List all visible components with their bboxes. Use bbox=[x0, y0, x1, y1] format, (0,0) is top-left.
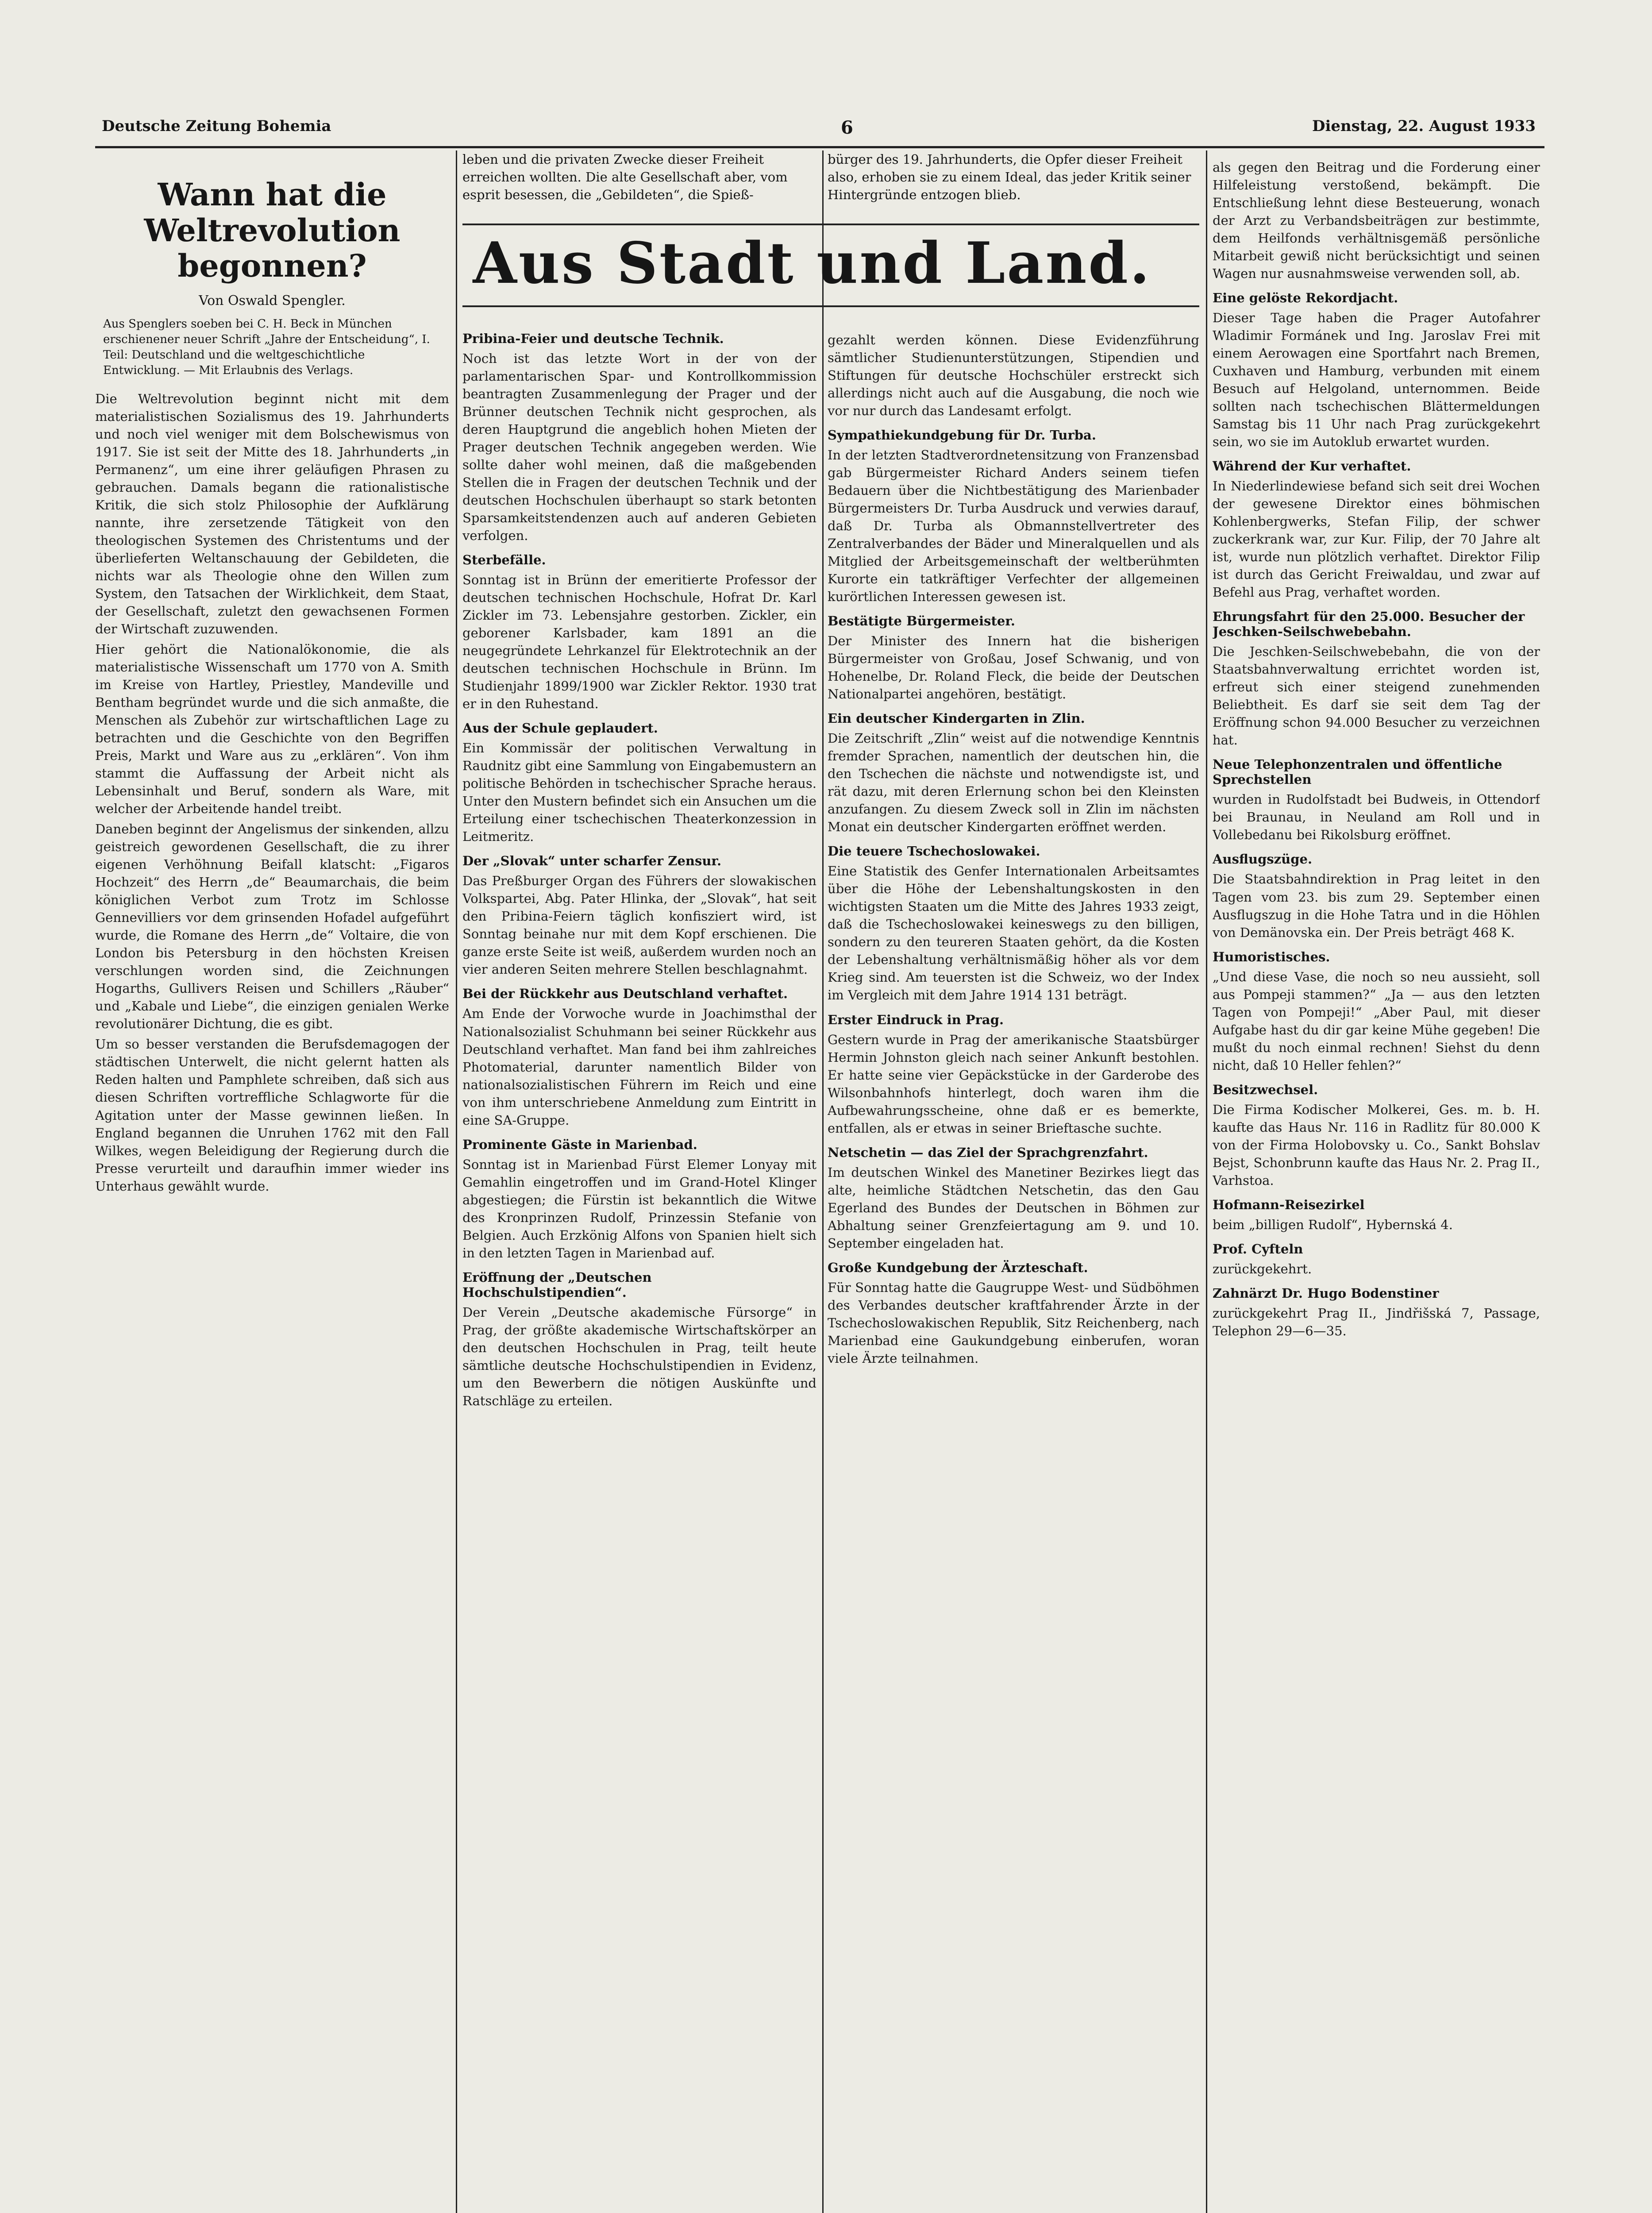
news-item bbox=[462, 1137, 816, 1262]
news-item bbox=[828, 428, 1199, 605]
section-rule bbox=[462, 305, 1199, 307]
news-item bbox=[462, 853, 816, 978]
column-divider bbox=[456, 150, 457, 2213]
news-item bbox=[1213, 290, 1540, 451]
news-text: zurückgekehrt. bbox=[1213, 1261, 1312, 1276]
news-text: Gestern wurde in Prag der amerikanische Staatsbürger Hermin Johnston gleich nach seiner Ankunft bestohlen. Er hatte seine vier Gepäckstücke in der Garderobe des Wilsonbahnhofs hinterlegt, doch waren ihm die Aufbewahrungsscheine, ohne daß er es bemerkte, entfallen, als er etwas in seiner Brieftasche suchte. bbox=[828, 1032, 1199, 1136]
news-text: als gegen den Beitrag und die Forderung einer Hilfeleistung verstoßend, bekämpft. Die Entschließung lehnt diese Besteuerung, wonach der Arzt zu Verbandsbeiträgen zur bestimmte, dem Heilfonds verhältnisgemäß persönliche Mitarbeit gewiß nicht berücksichtigt und seinen Wagen nur ausnahmsweise verwenden soll, ab. bbox=[1213, 160, 1540, 281]
news-text: Eine Statistik des Genfer Internationalen Arbeitsamtes über die Höhe der Lebenshaltungskosten in den wichtigsten Staaten um die Mitte des Jahres 1933 zeigt, daß die Tschechoslowakei keineswegs zu den billigen, sondern zu den teureren Staaten gehört, da die Kosten der Lebenshaltung verhältnismäßig höher als vor dem Krieg sind. Am teuersten ist die Schweiz, wo der Index im Vergleich mit dem Jahre 1914 131 beträgt. bbox=[828, 864, 1199, 1003]
news-text: Sonntag ist in Brünn der emeritierte Professor der deutschen technischen Hochschule, Hofrat Dr. Karl Zickler im 73. Lebensjahre gestorben. Zickler, ein geborener Karlsbader, kam 1891 an die neugegründete Lehrkanzel für Elektrotechnik an der deutschen technischen Hochschule in Brünn. Im Studienjahr 1899/1900 war Zickler Rektor. 1930 trat er in den Ruhestand. bbox=[462, 572, 816, 712]
news-text: Für Sonntag hatte die Gaugruppe West- und Südböhmen des Verbandes deutscher kraftfahrender Ärzte in der Tschechoslowakischen Republik, Sitz Reichenberg, nach Marienbad eine Gaukundgebung einberufen, woran viele Ärzte teilnahmen. bbox=[828, 1280, 1199, 1366]
news-heading: Der „Slovak“ unter scharfer Zensur. bbox=[462, 853, 722, 869]
news-item bbox=[462, 1270, 816, 1410]
news-heading: Sympathiekundgebung für Dr. Turba. bbox=[828, 428, 1096, 443]
continuation-text: leben und die privaten Zwecke dieser Freiheit erreichen wollten. Die alte Gesellschaft aber, vom esprit besessen, die „Gebildeten“, die Spieß- bbox=[462, 152, 788, 203]
news-heading: Erster Eindruck in Prag. bbox=[828, 1012, 1004, 1027]
news-item bbox=[1213, 1286, 1540, 1340]
news-item bbox=[1213, 757, 1540, 844]
news-text: Die Firma Kodischer Molkerei, Ges. m. b. H. kaufte das Haus Nr. 116 in Radlitz für 80.000 K von der Firma Holobovsky u. Co., Sankt Bohslav Bejst, Schonbrunn kaufte das Haus Nr. 2. Prag II., Varhstoa. bbox=[1213, 1102, 1540, 1188]
news-heading: Prof. Cyfteln bbox=[1213, 1241, 1303, 1257]
news-heading: Bei der Rückkehr aus Deutschland verhaftet. bbox=[462, 986, 788, 1002]
news-text: Am Ende der Vorwoche wurde in Joachimsthal der Nationalsozialist Schuhmann bei seiner Rückkehr aus Deutschland verhaftet. Man fand bei ihm zahlreiches Photomaterial, darunter namentlich Bilder von nationalsozialistischen Führern im Reich und eine von ihm unterschriebene Anmeldung zum Eintritt in eine SA-Gruppe. bbox=[462, 1006, 816, 1128]
news-heading: Hofmann-Reisezirkel bbox=[1213, 1197, 1365, 1212]
news-heading: Pribina-Feier und deutsche Technik. bbox=[462, 331, 724, 346]
news-text: Die Jeschken-Seilschwebebahn, die von der Staatsbahnverwaltung errichtet worden ist, erfreut sich einer steigend zunehmenden Beliebtheit. Es darf sie seit dem Tag der Eröffnung schon 94.000 Besucher zu verzeichnen hat. bbox=[1213, 644, 1540, 748]
section-rule bbox=[462, 224, 1199, 225]
news-heading: Netschetin — das Ziel der Sprachgrenzfahrt. bbox=[828, 1145, 1148, 1160]
feature-article bbox=[95, 150, 449, 2213]
news-item bbox=[828, 331, 1199, 420]
news-item bbox=[828, 1260, 1199, 1367]
news-text: wurden in Rudolfstadt bei Budweis, in Ottendorf bei Braunau, in Neuland am Roll und in Vollebedanu bei Rikolsburg eröffnet. bbox=[1213, 792, 1540, 843]
news-heading: Zahnärzt Dr. Hugo Bodenstiner bbox=[1213, 1285, 1439, 1301]
article-note: Aus Spenglers soeben bei C. H. Beck in München erschienener neuer Schrift „Jahre der Entscheidung“, I. Teil: Deutschland und die weltgeschichtliche Entwicklung. — Mit Erlaubnis des Verlags. bbox=[103, 317, 430, 377]
news-text: Sonntag ist in Marienbad Fürst Elemer Lonyay mit Gemahlin eingetroffen und im Grand-Hotel Klinger abgestiegen; die Fürstin ist bekanntlich die Witwe des Kronprinzen Rudolf, Prinzessin Stefanie von Belgien. Auch Erzkönig Alfons von Spanien hielt sich in den letzten Tagen in Marienbad auf. bbox=[462, 1157, 816, 1261]
news-column bbox=[462, 323, 816, 2213]
paper-name: Deutsche Zeitung Bohemia bbox=[102, 117, 331, 135]
news-text: In der letzten Stadtverordnetensitzung von Franzensbad gab Bürgermeister Richard Anders seinem tiefen Bedauern über die Nichtbestätigung des Marienbader Bürgermeisters Dr. Turba Ausdruck und verwies darauf, daß Dr. Turba als Obmannstellvertreter des Zentralverbandes der Bäder und Mineralquellen und als Mitglied der Arbeitsgemeinschaft der weltberühmten Kurorte ein tatkräftiger Verfechter der allgemeinen kurörtlichen Interessen gewesen ist. bbox=[828, 447, 1199, 605]
news-item bbox=[828, 613, 1199, 703]
news-text: beim „billigen Rudolf“, Hybernská 4. bbox=[1213, 1217, 1453, 1232]
article-paragraph: Daneben beginnt der Angelismus der sinkenden, allzu geistreich gewordenen Gesellschaft, die zu ihrer eigenen Verhöhnung Beifall klatscht: „Figaros Hochzeit“ des Herrn „de“ Beaumarchais, die beim königlichen Verbot zum Trotz im Schlosse Gennevilliers vor dem grinsenden Hofadel aufgeführt wurde, die Romane des Herrn „de“ Voltaire, die von London bis Petersburg in den höchsten Kreisen verschlungen worden sind, die Zeichnungen Hogarths, Gullivers Reisen und Schillers „Räuber“ und „Kabale und Liebe“, die einzigen genialen Werke revolutionärer Dichtung, die es gibt. bbox=[95, 821, 449, 1032]
news-heading: Eine gelöste Rekordjacht. bbox=[1213, 290, 1398, 306]
article-title: Wann hat die Weltrevolution begonnen? bbox=[144, 176, 400, 284]
article-paragraph: Die Weltrevolution beginnt nicht mit dem materialistischen Sozialismus des 19. Jahrhunderts und noch viel weniger mit dem Bolschewismus von 1917. Sie ist seit der Mitte des 18. Jahrhunderts „in Permanenz“, um eine ihrer geläufigen Phrasen zu gebrauchen. Damals begann die rationalistische Kritik, die sich stolz Philosophie der Aufklärung nannte, ihre zersetzende Tätigkeit von den theologischen Systemen des Christentums und der überlieferten Weltanschauung der Gebildeten, die nichts war als Theologie ohne den Willen zum System, den Tatsachen der Wirklichkeit, dem Staat, der Gesellschaft, zuletzt den gewachsenen Formen der Wirtschaft zuzuwenden. bbox=[95, 391, 449, 637]
news-heading: Aus der Schule geplaudert. bbox=[462, 721, 658, 736]
news-heading: Humoristisches. bbox=[1213, 949, 1330, 964]
news-item bbox=[828, 1012, 1199, 1137]
news-heading: Ein deutscher Kindergarten in Zlin. bbox=[828, 711, 1085, 726]
column-divider bbox=[1206, 150, 1207, 2213]
news-item bbox=[828, 1145, 1199, 1252]
news-heading: Ehrungsfahrt für den 25.000. Besucher der Jeschken-Seilschwebebahn. bbox=[1213, 609, 1525, 640]
continuation-text: bürger des 19. Jahrhunderts, die Opfer dieser Freiheit also, erhoben sie zu einem Ideal, das jeder Kritik seiner Hintergründe entzogen blieb. bbox=[828, 152, 1191, 203]
masthead bbox=[102, 117, 1536, 144]
news-text: „Und diese Vase, die noch so neu aussieht, soll aus Pompeji stammen?“ „Ja — aus den letzten Tagen von Pompeji!“ „Aber Paul, mit dieser Aufgabe hast du dir gar keine Mühe gegeben! Die mußt du noch einmal rechnen! Siehst du denn nicht, daß 10 Heller fehlen?“ bbox=[1213, 969, 1540, 1073]
news-heading: Während der Kur verhaftet. bbox=[1213, 459, 1411, 474]
news-heading: Die teuere Tschechoslowakei. bbox=[828, 844, 1040, 859]
masthead-rule bbox=[95, 146, 1544, 148]
news-text: Der Minister des Innern hat die bisherigen Bürgermeister von Großau, Josef Schwanig, und von Hohenelbe, Dr. Roland Fleck, die beide der Deutschen Nationalpartei angehören, bestätigt. bbox=[828, 633, 1199, 702]
news-text: Ein Kommissär der politischen Verwaltung in Raudnitz gibt eine Sammlung von Eingabemustern an politische Behörden in tschechischer Sprache heraus. Unter den Mustern befindet sich ein Ansuchen um die Erteilung einer tschechischen Theaterkonzession in Leitmeritz. bbox=[462, 740, 816, 844]
news-item bbox=[1213, 158, 1540, 282]
section-headline: Aus Stadt und Land. bbox=[473, 230, 1151, 297]
column-divider bbox=[822, 150, 824, 2213]
news-item bbox=[828, 844, 1199, 1004]
news-text: Die Staatsbahndirektion in Prag leitet in den Tagen vom 23. bis zum 29. September einen Ausflugszug in die Hohe Tatra und in die Höhlen von Demänovska ein. Der Preis beträgt 468 K. bbox=[1213, 871, 1540, 940]
article-byline: Von Oswald Spengler. bbox=[199, 293, 346, 308]
news-text: Dieser Tage haben die Prager Autofahrer Wladimir Formánek und Ing. Jaroslav Frei mit einem Aerowagen eine Sportfahrt nach Bremen, Cuxhaven und Hamburg, verbunden mit einem Besuch auf Helgoland, unternommen. Beide sollten nach tschechischen Blättermeldungen Samstag bis 11 Uhr nach Prag zurückgekehrt sein, wo sie im Autoklub erwartet wurden. bbox=[1213, 310, 1540, 450]
news-item bbox=[1213, 1082, 1540, 1189]
news-item bbox=[828, 711, 1199, 836]
news-text: Noch ist das letzte Wort in der von der parlamentarischen Spar- und Kontrollkommission beantragten Zusammenlegung der Prager und der Brünner deutschen Technik nicht gesprochen, als deren Hauptgrund die angeblich hohen Mieten der Prager deutschen Technik angegeben werden. Wie sollte daher wohl meinen, daß die maßgebenden Stellen die in Fragen der deutschen Technik und der deutschen Hochschulen überhaupt so stark betonten Sparsamkeitstendenzen auch auf anderen Gebieten verfolgen. bbox=[462, 351, 816, 544]
news-item bbox=[462, 331, 816, 544]
news-item bbox=[1213, 459, 1540, 601]
page-number: 6 bbox=[841, 117, 853, 138]
issue-date: Dienstag, 22. August 1933 bbox=[1312, 117, 1536, 135]
news-item bbox=[1213, 1241, 1540, 1278]
news-item bbox=[462, 721, 816, 845]
article-paragraph: Um so besser verstanden die Berufsdemagogen der städtischen Unterwelt, die nicht gelernt hatten als Reden halten und Pamphlete schreiben, daß sich aus diesen Schriften vortreffliche Schlagworte für die Agitation unter der Masse gewinnen ließen. In England begannen die Unruhen 1762 mit den Fall Wilkes, wegen Beleidigung der Regierung durch die Presse verurteilt und daraufhin immer wieder ins Unterhaus gewählt wurde. bbox=[95, 1037, 449, 1194]
news-heading: Prominente Gäste in Marienbad. bbox=[462, 1137, 697, 1152]
news-text: Die Zeitschrift „Zlin“ weist auf die notwendige Kenntnis fremder Sprachen, namentlich der deutschen hin, die den Tschechen die nächste und notwendigste ist, und rät dazu, mit deren Erlernung schon bei den Kleinsten anzufangen. Zu diesem Zweck soll in Zlin im nächsten Monat ein deutscher Kindergarten eröffnet werden. bbox=[828, 731, 1199, 835]
news-item bbox=[462, 552, 816, 713]
news-item bbox=[1213, 1197, 1540, 1234]
news-text: Im deutschen Winkel des Manetiner Bezirkes liegt das alte, heimliche Städtchen Netschetin, das den Gau Egerland des Bundes der Deutschen in Böhmen zur Abhaltung seiner Grenzfeiertagung am 9. und 10. September eingeladen hat. bbox=[828, 1164, 1199, 1251]
news-text: gezahlt werden können. Diese Evidenzführung sämtlicher Studienunterstützungen, Stipendien und Stiftungen für deutsche Hochschüler erstreckt sich allerdings nicht auch auf die Ausgabung, die noch wie vor nur durch das Landesamt erfolgt. bbox=[828, 332, 1199, 419]
news-item bbox=[1213, 852, 1540, 941]
news-heading: Neue Telephonzentralen und öffentliche Sprechstellen bbox=[1213, 757, 1502, 787]
news-column bbox=[828, 323, 1199, 2213]
news-item bbox=[1213, 609, 1540, 749]
news-heading: Ausflugszüge. bbox=[1213, 852, 1313, 867]
news-text: Der Verein „Deutsche akademische Fürsorge“ in Prag, der größte akademische Wirtschaftskörper an den deutschen Hochschulen in Prag, teilt heute sämtliche deutsche Hochschulstipendien in Evidenz, um den Bewerbern die nötigen Auskünfte und Ratschläge zu erteilen. bbox=[462, 1304, 816, 1408]
article-paragraph: Hier gehört die Nationalökonomie, die als materialistische Wissenschaft um 1770 von A. Smith im Kreise von Hartley, Priestley, Mandeville und Bentham begründet wurde und die sich anmaßte, die Menschen als Zubehör zur wirtschaftlichen Lage zu betrachten und die Geschichte von den Begriffen Preis, Markt und Ware aus zu „erklären“. Von ihm stammt die Auffassung der Arbeit nicht als Lebensinhalt und Beruf, sondern als Ware, mit welcher der Arbeitende handel treibt. bbox=[95, 642, 449, 817]
news-heading: Große Kundgebung der Ärzteschaft. bbox=[828, 1260, 1088, 1275]
news-text: zurückgekehrt Prag II., Jindřišská 7, Passage, Telephon 29—6—35. bbox=[1213, 1305, 1540, 1338]
news-text: In Niederlindewiese befand sich seit drei Wochen der gewesene Direktor eines böhmischen Kohlenbergwerks, Stefan Filip, der schwer zuckerkrank war, zur Kur. Filip, der 70 Jahre alt ist, wurde nun plötzlich verhaftet. Direktor Filip ist durch das Gericht Freiwaldau, und zwar auf Befehl aus Prag, verhaftet worden. bbox=[1213, 478, 1540, 600]
news-column bbox=[1213, 150, 1540, 2213]
news-heading: Besitzwechsel. bbox=[1213, 1082, 1318, 1097]
news-text: Das Preßburger Organ des Führers der slowakischen Volkspartei, Abg. Pater Hlinka, der „Slovak“, hat seit den Pribina-Feiern täglich konfisziert wird, ist Sonntag beinahe nur mit dem Kopf erschienen. Die ganze erste Seite ist weiß, außerdem wurden noch an vier anderen Seiten mehrere Stellen beschlagnahmt. bbox=[462, 873, 816, 977]
news-heading: Sterbefälle. bbox=[462, 552, 546, 568]
news-item bbox=[462, 986, 816, 1129]
news-heading: Bestätigte Bürgermeister. bbox=[828, 613, 1016, 629]
news-heading: Eröffnung der „Deutschen Hochschulstipendien“. bbox=[462, 1269, 652, 1300]
news-item bbox=[1213, 949, 1540, 1074]
